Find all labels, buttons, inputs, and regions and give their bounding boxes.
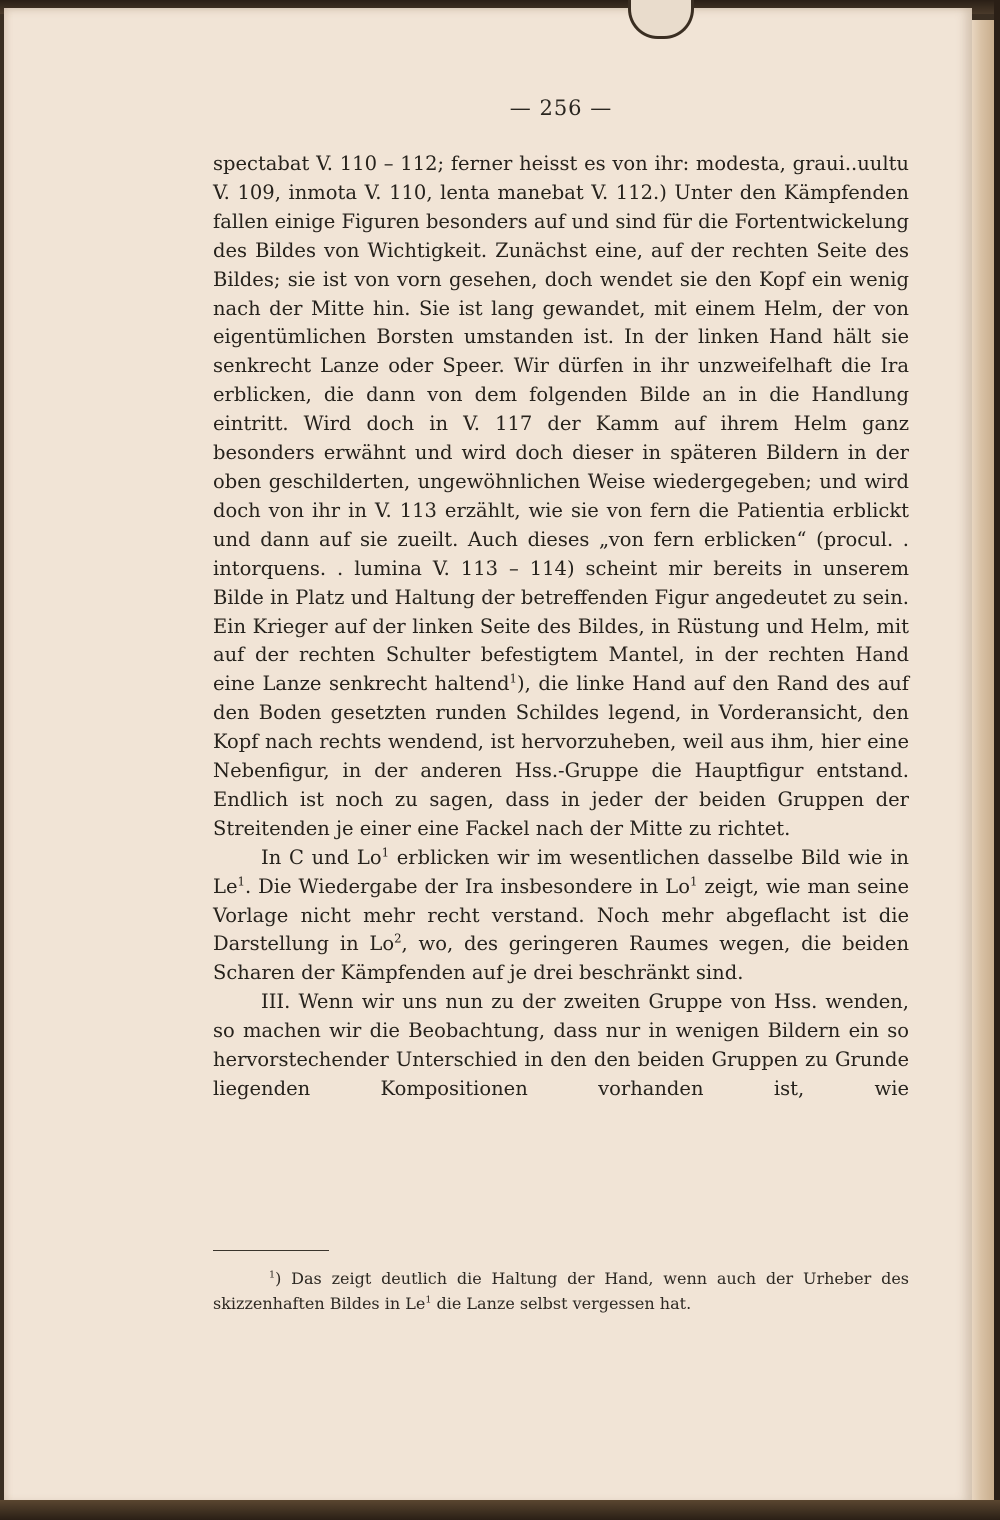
paragraph-1-continued: ), die linke Hand auf den Rand des auf den Boden gesetzten runden Schildes legend, in Vorderansicht, den Kopf nach rechts wendend, ist hervorzuheben, weil aus ihm, hier eine Nebenfigur, in der anderen Hss.-Gruppe die Hauptfigur entstand. Endlich ist noch zu sagen, dass in jeder der beiden Gruppen der Streitenden je einer eine Fackel nach der Mitte zu richtet. xyxy=(213,672,909,840)
footnote-text-b: die Lanze selbst vergessen hat. xyxy=(431,1294,692,1313)
footnote xyxy=(213,1266,909,1316)
footnote-rule xyxy=(213,1250,329,1251)
superscript: 1 xyxy=(689,874,698,889)
superscript: 1 xyxy=(237,874,245,889)
footnote-paragraph xyxy=(213,1266,909,1316)
body-text xyxy=(213,150,909,1104)
superscript: 1 xyxy=(425,1294,432,1306)
book-bottom-edge xyxy=(0,1500,1000,1520)
paragraph-1 xyxy=(213,150,909,844)
paragraph-2-part-b: erblicken wir im wesentlichen dasselbe Bild wie in Le xyxy=(213,845,909,898)
paragraph-3 xyxy=(213,988,909,1104)
paragraph-2-part-e: , wo, des geringeren Raumes wegen, die beiden Scharen der Kämpfenden auf je drei beschränkt sind. xyxy=(213,932,909,985)
footnote-marker: 1 xyxy=(269,1269,276,1281)
footnote-ref: 1 xyxy=(509,671,517,686)
paragraph-3-text: III. Wenn wir uns nun zu der zweiten Gruppe von Hss. wenden, so machen wir die Beobachtung, dass nur in wenigen Bildern ein so hervorstechender Unterschied in den den beiden Gruppen zu Grunde liegenden Kompositionen vorhanden ist, wie xyxy=(213,990,909,1100)
paragraph-2-part-a: In C und Lo xyxy=(261,845,382,869)
superscript: 2 xyxy=(394,931,402,946)
footnote-text-a: ) Das zeigt deutlich die Haltung der Hand, wenn auch der Urheber des skizzenhaften Bildes in Le xyxy=(213,1269,909,1313)
paragraph-2-part-c: . Die Wiedergabe der Ira insbesondere in Lo xyxy=(244,874,690,898)
paragraph-1-text: spectabat V. 110 – 112; ferner heisst es von ihr: modesta, graui..uultu V. 109, inmota V. 110, lenta manebat V. 112.) Unter den Kämpfenden fallen einige Figuren besonders auf und sind für die Fortentwickelung des Bildes von Wichtigkeit. Zunächst eine, auf der rechten Seite des Bildes; sie ist von vorn gesehen, doch wendet sie den Kopf ein wenig nach der Mitte hin. Sie ist lang gewandet, mit einem Helm, der von eigentümlichen Borsten umstanden ist. In der linken Hand hält sie senkrecht Lanze oder Speer. Wir dürfen in ihr unzweifelhaft die Ira erblicken, die dann von dem folgenden Bilde an in die Handlung eintritt. Wird doch in V. 117 der Kamm auf ihrem Helm ganz besonders erwähnt und wird doch dieser in späteren Bildern in der oben geschilderten, ungewöhnlichen Weise wiedergegeben; und wird doch von ihr in V. 113 erzählt, wie sie von fern die Patientia erblickt und dann auf sie zueilt. Auch dieses „von fern erblicken“ (procul. . intorquens. . lumina V. 113 – 114) scheint mir bereits in unserem Bilde in Platz und Haltung der betreffenden Figur angedeutet zu sein. Ein Krieger auf der linken Seite des Bildes, in Rüstung und Helm, mit auf der rechten Schulter befestigtem Mantel, in der rechten Hand eine Lanze senkrecht haltend xyxy=(213,152,909,696)
page-number: — 256 — xyxy=(509,96,613,120)
paragraph-2-part-d: zeigt, wie man seine Vorlage nicht mehr recht verstand. Noch mehr abgeflacht ist die Darstellung in Lo xyxy=(213,874,910,956)
page-stack-edge xyxy=(972,20,994,1500)
paragraph-2 xyxy=(213,844,909,989)
superscript: 1 xyxy=(381,845,390,860)
book-cover-edge xyxy=(994,0,1000,1520)
